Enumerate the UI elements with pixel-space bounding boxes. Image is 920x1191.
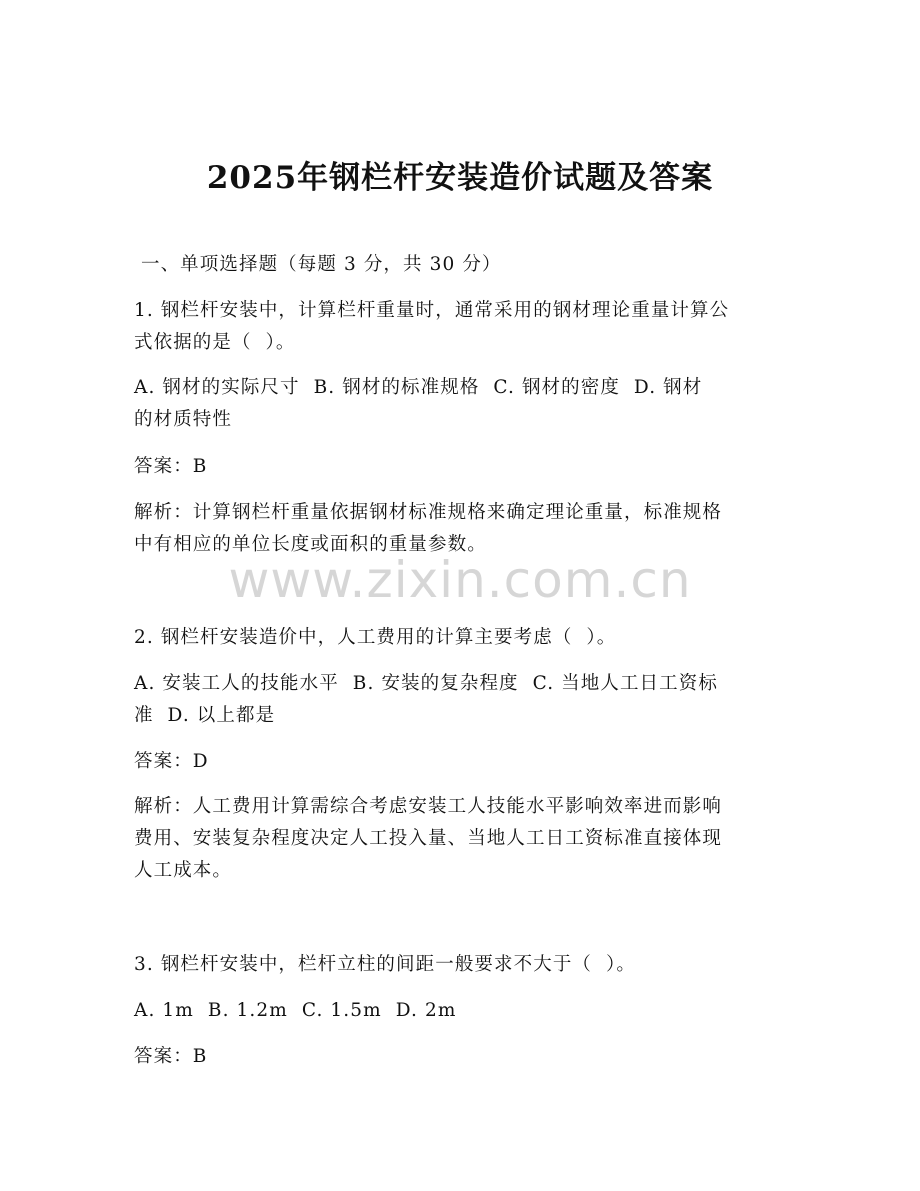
question-3-options-line-1: A. 1m B. 1.2m C. 1.5m D. 2m <box>134 1000 457 1021</box>
question-2-answer: 答案：D <box>134 751 209 772</box>
question-1-stem-line-1: 1. 钢栏杆安装中，计算栏杆重量时，通常采用的钢材理论重量计算公 <box>134 300 730 321</box>
question-1-analysis-line-1: 解析：计算钢栏杆重量依据钢材标准规格来确定理论重量，标准规格 <box>134 502 723 523</box>
question-1-stem-line-2: 式依据的是（ ）。 <box>134 332 296 353</box>
question-2-analysis-line-3: 人工成本。 <box>134 860 233 881</box>
section-heading: 一、单项选择题（每题 3 分，共 30 分） <box>134 254 502 275</box>
question-3-stem-line-1: 3. 钢栏杆安装中，栏杆立柱的间距一般要求不大于（ ）。 <box>134 954 636 975</box>
document-title: 2025年钢栏杆安装造价试题及答案 <box>206 160 714 196</box>
question-2-options-line-1: A. 安装工人的技能水平 B. 安装的复杂程度 C. 当地人工日工资标 <box>134 673 718 694</box>
question-2-options-line-2: 准 D. 以上都是 <box>134 705 276 726</box>
question-1-options-line-1: A. 钢材的实际尺寸 B. 钢材的标准规格 C. 钢材的密度 D. 钢材 <box>134 377 703 398</box>
question-1-analysis-line-2: 中有相应的单位长度或面积的重量参数。 <box>134 534 487 555</box>
question-3-answer: 答案：B <box>134 1046 208 1067</box>
question-1-answer: 答案：B <box>134 456 208 477</box>
question-2-stem-line-1: 2. 钢栏杆安装造价中，人工费用的计算主要考虑（ ）。 <box>134 627 617 648</box>
watermark: www.zixin.com.cn <box>228 551 692 609</box>
question-2-analysis-line-2: 费用、安装复杂程度决定人工投入量、当地人工日工资标准直接体现 <box>134 828 723 849</box>
question-1-options-line-2: 的材质特性 <box>134 409 233 430</box>
question-2-analysis-line-1: 解析：人工费用计算需综合考虑安装工人技能水平影响效率进而影响 <box>134 796 723 817</box>
